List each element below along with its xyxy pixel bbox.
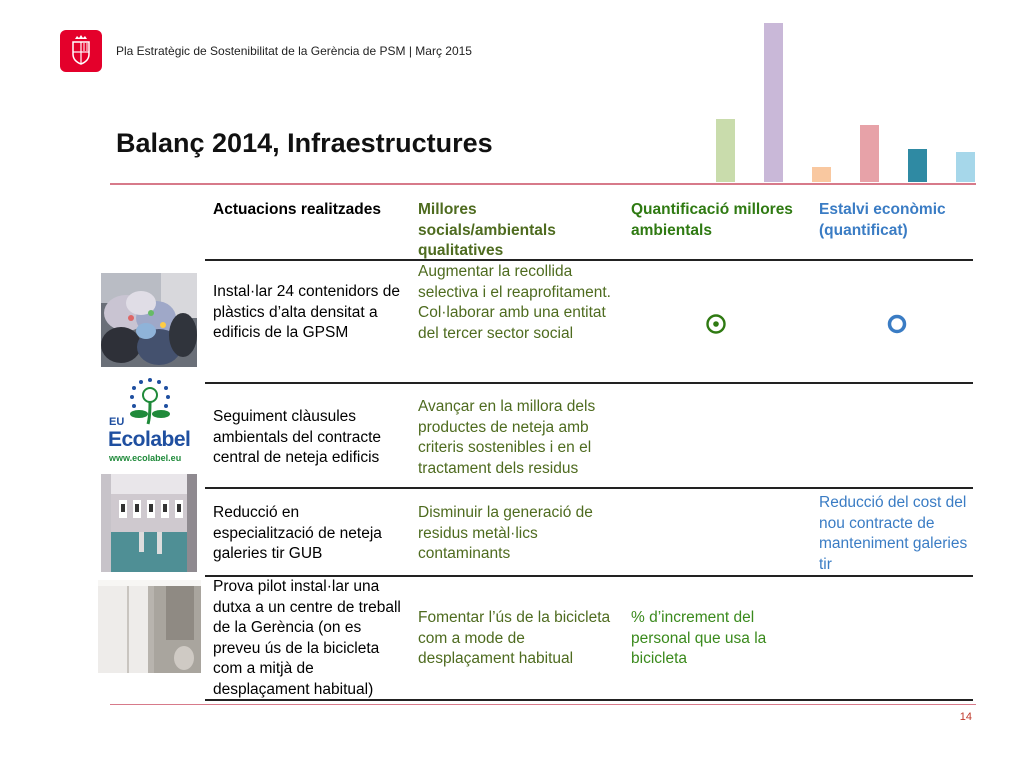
row-1-action: Instal·lar 24 contenidors de plàstics d’alta densitat a edificis de la GPSM	[213, 283, 400, 341]
decor-bar	[908, 149, 927, 182]
decor-bar	[764, 23, 783, 182]
ecolabel-name-text: Ecolabel	[108, 428, 191, 451]
column-header-savings: Estalvi econòmic (quantificat)	[819, 201, 946, 239]
decor-bar	[860, 125, 879, 182]
row-divider	[205, 259, 973, 261]
row-2-qualitative: Avançar en la millora dels productes de neteja amb criteris sostenibles i en el tractament dels residus	[418, 398, 596, 477]
row-divider	[205, 487, 973, 489]
header-text: Pla Estratègic de Sostenibilitat de la Gerència de PSM | Març 2015	[116, 44, 472, 58]
row-3-qualitative: Disminuir la generació de residus metàl·lics contaminants	[418, 504, 593, 562]
row-divider	[205, 382, 973, 384]
row-2-action: Seguiment clàusules ambientals del contracte central de neteja edificis	[213, 408, 382, 466]
row-4-quantification: % d’increment del personal que usa la bicicleta	[631, 609, 767, 667]
row-1-qualitative: Augmentar la recollida selectiva i el reaprofitament. Col·laborar amb una entitat del tercer sector social	[418, 263, 611, 342]
title-rule	[110, 183, 976, 185]
ecolabel-logo	[101, 372, 199, 468]
row-divider	[205, 699, 973, 701]
row-3-savings: Reducció del cost del nou contracte de manteniment galeries tir	[819, 494, 968, 573]
city-logo	[60, 30, 102, 72]
row-3-action: Reducció en especialització de neteja galeries tir GUB	[213, 504, 382, 562]
row-4-action: Prova pilot instal·lar una dutxa a un centre de treball de la Gerència (on es preveu ús de la bicicleta com a mitjà de desplaçament habitual)	[213, 578, 401, 698]
page-number: 14	[959, 711, 972, 723]
target-circle-icon	[705, 313, 727, 340]
shower-photo	[98, 580, 201, 673]
recycling-bags-photo	[101, 273, 197, 367]
row-4-qualitative: Fomentar l’ús de la bicicleta com a mode de desplaçament habitual	[418, 609, 611, 667]
page-title: Balanç 2014, Infraestructures	[116, 128, 493, 158]
ecolabel-eu-text: EU	[109, 416, 125, 428]
decor-bar	[716, 119, 735, 182]
decor-bar	[812, 167, 831, 182]
column-header-quantification: Quantificació millores ambientals	[631, 201, 793, 239]
ecolabel-url-text: www.ecolabel.eu	[109, 453, 182, 463]
shooting-range-photo	[101, 474, 197, 572]
footer-rule	[110, 704, 976, 705]
circle-icon	[886, 313, 908, 340]
decor-bar	[956, 152, 975, 182]
column-header-actions: Actuacions realitzades	[213, 201, 381, 218]
column-header-qualitative: Millores socials/ambientals qualitatives	[418, 201, 556, 259]
